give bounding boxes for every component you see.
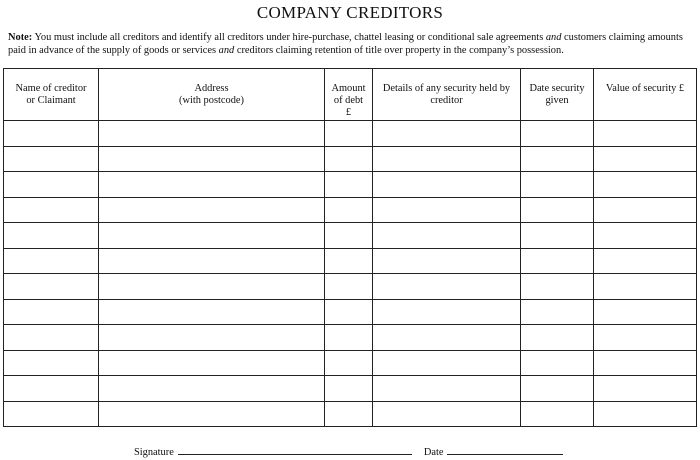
creditors-table xyxy=(3,68,697,427)
table-cell[interactable] xyxy=(373,197,521,223)
note-label: Note: xyxy=(8,32,33,43)
table-row xyxy=(4,325,697,351)
table-row xyxy=(4,197,697,223)
table-cell[interactable] xyxy=(4,121,99,147)
table-cell[interactable] xyxy=(373,146,521,172)
table-cell[interactable] xyxy=(521,376,594,402)
table-cell[interactable] xyxy=(99,172,325,198)
table-cell[interactable] xyxy=(521,401,594,427)
table-cell[interactable] xyxy=(325,274,373,300)
page-title: COMPANY CREDITORS xyxy=(256,3,444,22)
table-cell[interactable] xyxy=(4,376,99,402)
table-cell[interactable] xyxy=(99,401,325,427)
table-cell[interactable] xyxy=(325,146,373,172)
table-row xyxy=(4,274,697,300)
table-cell[interactable] xyxy=(325,299,373,325)
table-cell[interactable] xyxy=(594,401,697,427)
table-cell[interactable] xyxy=(594,223,697,249)
table-cell[interactable] xyxy=(373,248,521,274)
table-cell[interactable] xyxy=(594,197,697,223)
table-cell[interactable] xyxy=(373,325,521,351)
column-header-security-value xyxy=(594,69,697,121)
column-header-address xyxy=(99,69,325,121)
table-cell[interactable] xyxy=(373,223,521,249)
signature-date-line xyxy=(134,445,563,458)
table-cell[interactable] xyxy=(373,121,521,147)
column-header-security-details xyxy=(373,69,521,121)
table-header-row xyxy=(4,69,697,121)
table-row xyxy=(4,299,697,325)
table-cell[interactable] xyxy=(325,401,373,427)
header-text: Address xyxy=(194,83,229,94)
table-cell[interactable] xyxy=(373,376,521,402)
signature-blank[interactable] xyxy=(178,445,412,455)
table-cell[interactable] xyxy=(99,223,325,249)
table-row xyxy=(4,121,697,147)
table-cell[interactable] xyxy=(373,401,521,427)
table-cell[interactable] xyxy=(373,350,521,376)
table-cell[interactable] xyxy=(4,172,99,198)
header-text: given xyxy=(545,95,569,106)
table-cell[interactable] xyxy=(325,325,373,351)
table-row xyxy=(4,401,697,427)
table-cell[interactable] xyxy=(521,223,594,249)
table-cell[interactable] xyxy=(521,274,594,300)
header-text: or Claimant xyxy=(26,95,76,106)
table-cell[interactable] xyxy=(99,350,325,376)
table-cell[interactable] xyxy=(4,299,99,325)
table-cell[interactable] xyxy=(99,299,325,325)
table-cell[interactable] xyxy=(325,172,373,198)
header-text: Value of security £ xyxy=(605,83,685,94)
note-emphasis-and-1: and xyxy=(545,32,562,43)
table-cell[interactable] xyxy=(4,274,99,300)
table-cell[interactable] xyxy=(373,274,521,300)
table-cell[interactable] xyxy=(521,248,594,274)
column-header-amount xyxy=(325,69,373,121)
header-text: Date security xyxy=(529,83,585,94)
table-row xyxy=(4,172,697,198)
table-row xyxy=(4,376,697,402)
table-cell[interactable] xyxy=(99,197,325,223)
table-cell[interactable] xyxy=(594,325,697,351)
table-cell[interactable] xyxy=(325,350,373,376)
note-emphasis-and-2: and xyxy=(218,45,235,56)
note-text-part3: creditors claiming retention of title over property in the company’s possession. xyxy=(234,45,564,56)
table-cell[interactable] xyxy=(4,325,99,351)
table-cell[interactable] xyxy=(594,350,697,376)
table-cell[interactable] xyxy=(99,146,325,172)
note-paragraph xyxy=(8,31,696,57)
table-cell[interactable] xyxy=(99,121,325,147)
table-cell[interactable] xyxy=(521,121,594,147)
date-blank[interactable] xyxy=(447,445,563,455)
table-cell[interactable] xyxy=(594,274,697,300)
table-cell[interactable] xyxy=(325,223,373,249)
header-text: (with postcode) xyxy=(179,95,244,106)
table-cell[interactable] xyxy=(521,299,594,325)
header-text: Details of any security held by xyxy=(382,83,511,94)
table-cell[interactable] xyxy=(594,146,697,172)
header-text: of debt xyxy=(333,95,364,106)
table-cell[interactable] xyxy=(521,325,594,351)
table-cell[interactable] xyxy=(325,248,373,274)
column-header-date-security xyxy=(521,69,594,121)
table-cell[interactable] xyxy=(4,401,99,427)
table-cell[interactable] xyxy=(4,248,99,274)
table-row xyxy=(4,248,697,274)
table-cell[interactable] xyxy=(594,299,697,325)
table-cell[interactable] xyxy=(594,248,697,274)
header-text: creditor xyxy=(430,95,463,106)
table-cell[interactable] xyxy=(594,376,697,402)
table-cell[interactable] xyxy=(521,146,594,172)
table-cell[interactable] xyxy=(99,376,325,402)
table-row xyxy=(4,223,697,249)
table-row xyxy=(4,350,697,376)
table-cell[interactable] xyxy=(594,172,697,198)
header-text: Amount xyxy=(331,83,366,94)
table-cell[interactable] xyxy=(4,146,99,172)
table-cell[interactable] xyxy=(4,197,99,223)
table-cell[interactable] xyxy=(325,376,373,402)
table-cell[interactable] xyxy=(373,172,521,198)
header-text: Name of creditor xyxy=(15,83,87,94)
table-cell[interactable] xyxy=(99,274,325,300)
table-cell[interactable] xyxy=(521,350,594,376)
table-cell[interactable] xyxy=(99,248,325,274)
column-header-name xyxy=(4,69,99,121)
note-text-part2: customers claiming amounts paid in advance of the supply of goods or services xyxy=(8,32,683,56)
date-label: Date xyxy=(423,447,444,458)
table-cell[interactable] xyxy=(99,325,325,351)
table-cell[interactable] xyxy=(521,172,594,198)
table-cell[interactable] xyxy=(325,121,373,147)
signature-label: Signature xyxy=(134,447,174,458)
table-cell[interactable] xyxy=(373,299,521,325)
table-cell[interactable] xyxy=(521,197,594,223)
note-text-part1: You must include all creditors and identify all creditors under hire-purchase, chattel leasing or conditional sale agreements xyxy=(32,32,546,43)
table-cell[interactable] xyxy=(325,197,373,223)
header-text: £ xyxy=(345,107,352,118)
table-row xyxy=(4,146,697,172)
table-cell[interactable] xyxy=(594,121,697,147)
table-cell[interactable] xyxy=(4,223,99,249)
table-cell[interactable] xyxy=(4,350,99,376)
